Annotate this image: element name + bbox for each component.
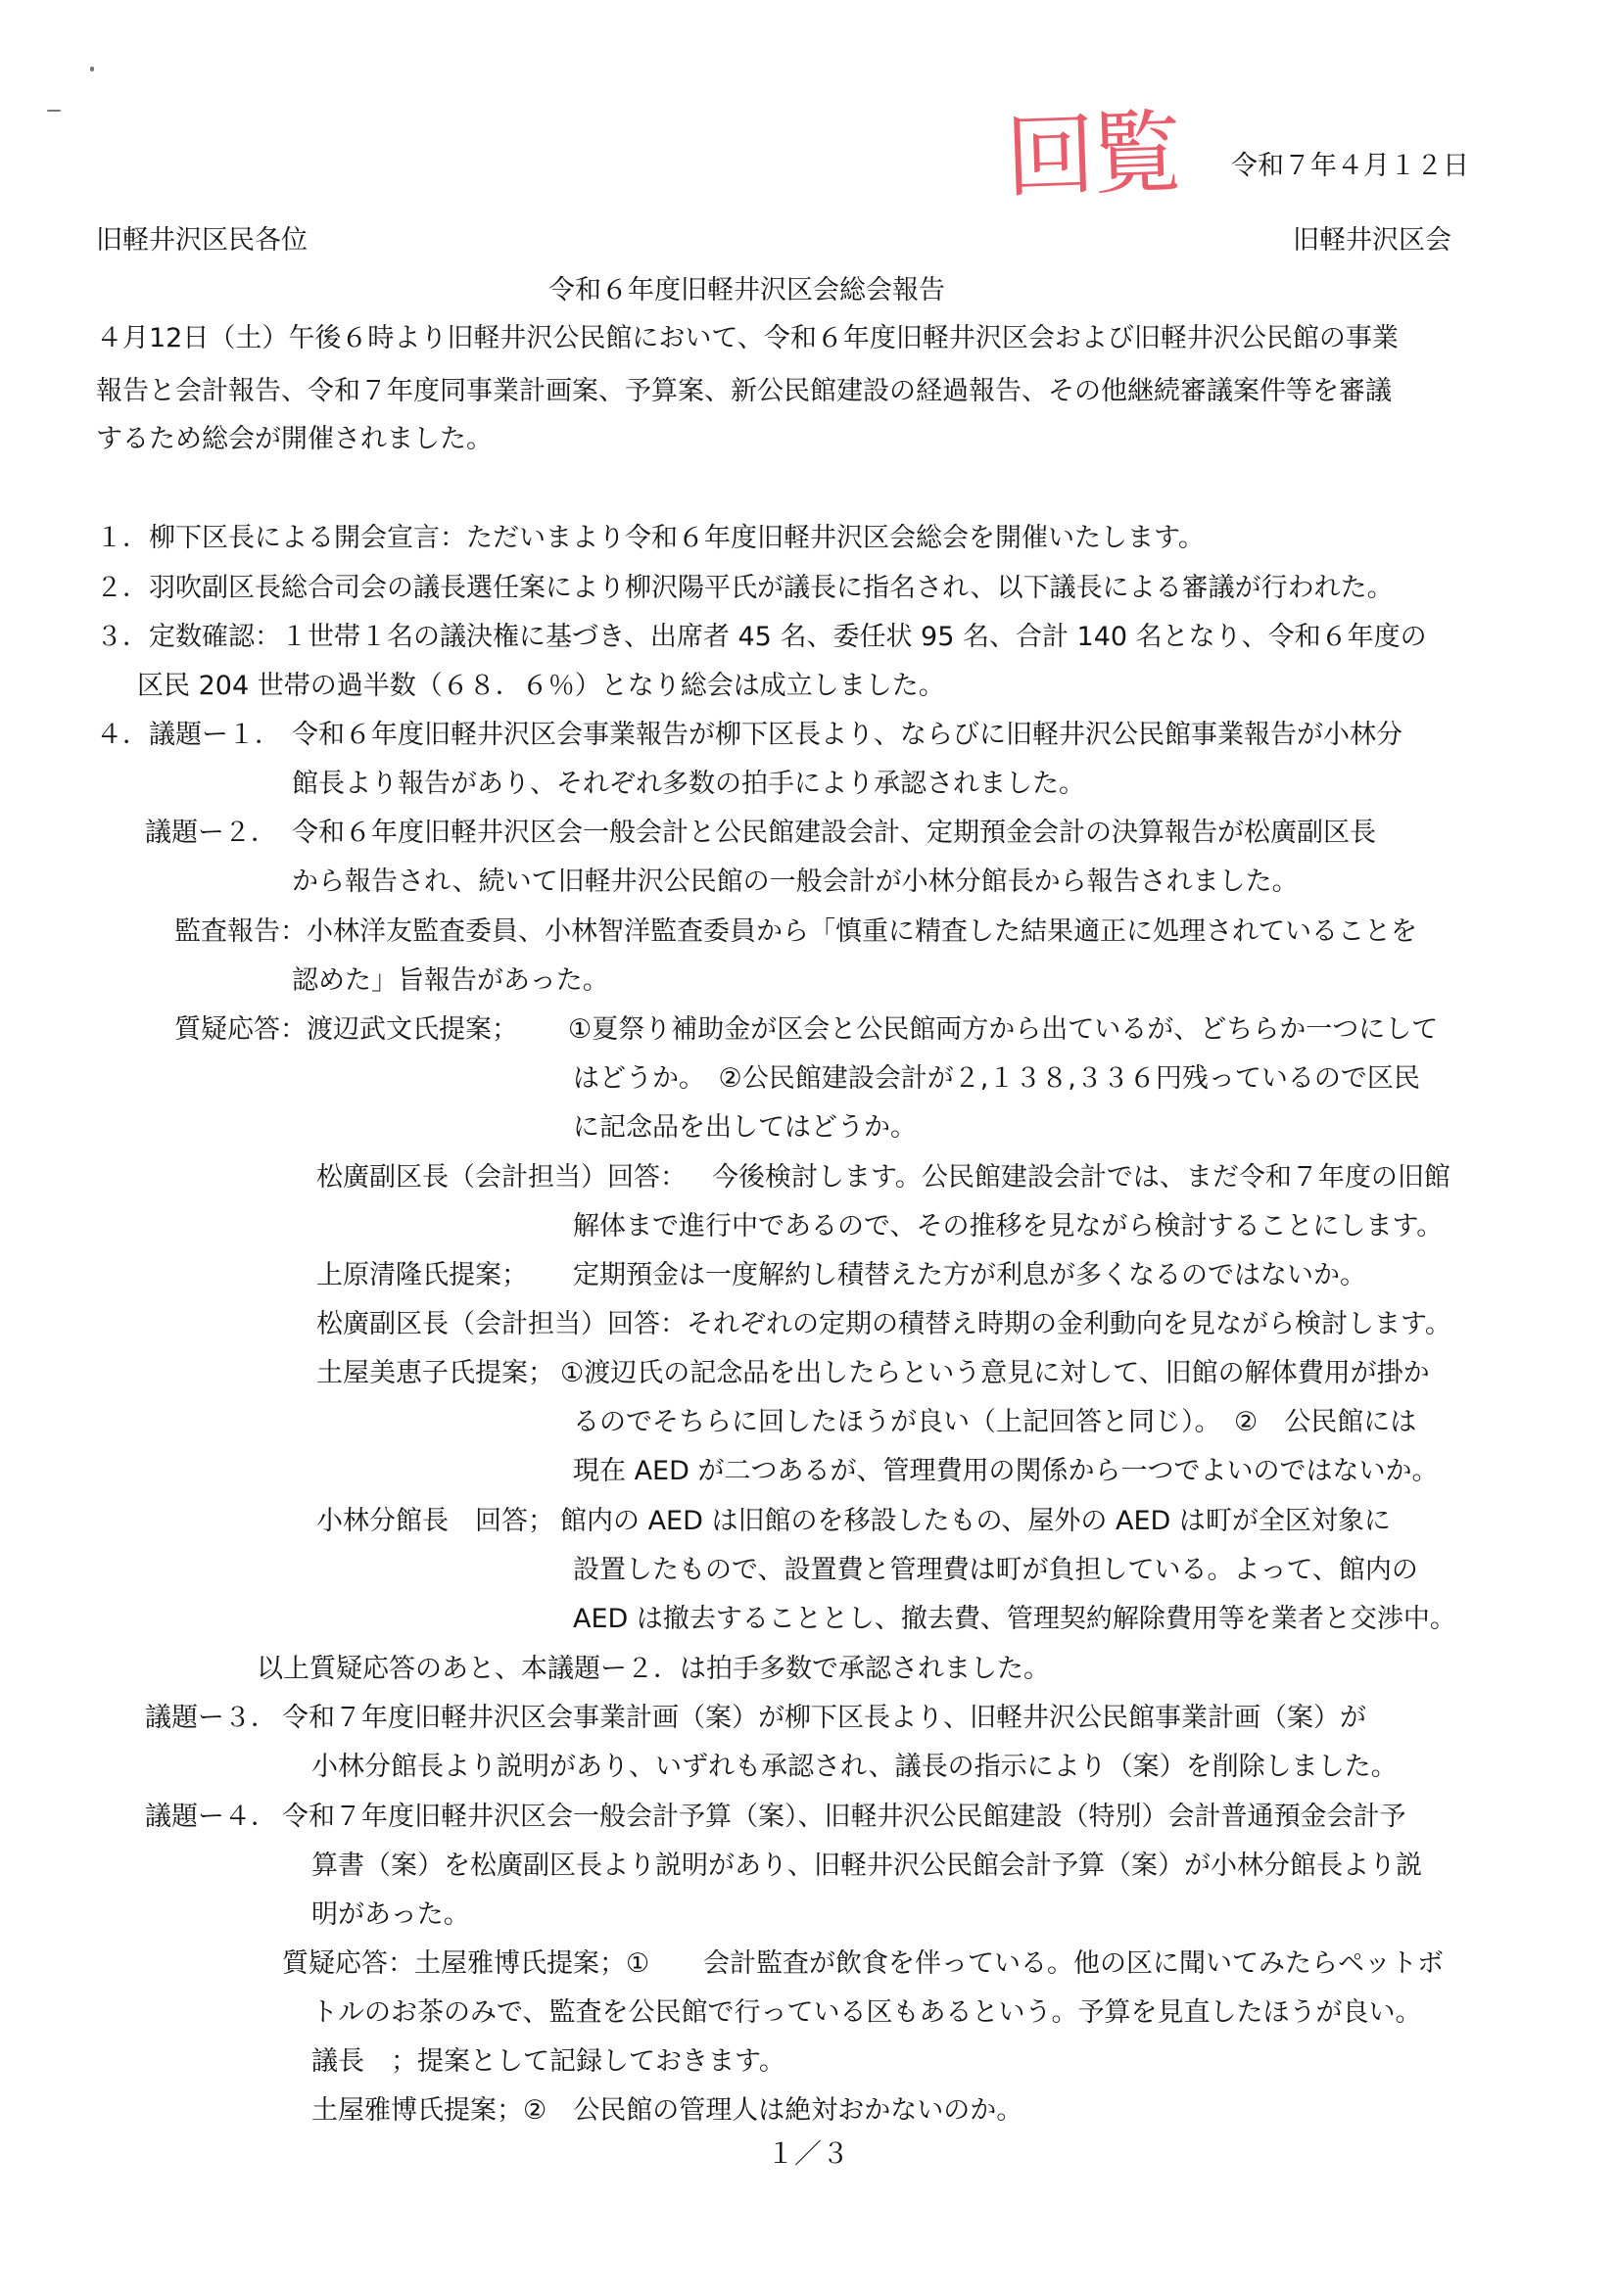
question-3-line-2: るのでそちらに回したほうが良い（上記回答と同じ）。 ② 公民館には (573, 1407, 1417, 1437)
answer-3-line-2: 設置したもので、設置費と管理費は町が負担している。よって、館内の (573, 1555, 1418, 1585)
intro-line-2: 報告と会計報告、令和７年度同事業計画案、予算案、新公民館建設の経過報告、その他継続審議案件等を審議 (96, 376, 1392, 406)
item-3-line-2: 区民 204 世帯の過半数（６８．６％）となり総会は成立しました。 (137, 671, 945, 701)
agenda-4-label: 議題ー４． (145, 1802, 277, 1832)
agenda-1-line-2: 館長より報告があり、それぞれ多数の拍手により承認されました。 (292, 769, 1085, 799)
circulation-stamp (991, 98, 1192, 213)
agenda-4-question-1-line-2: トルのお茶のみで、監査を公民館で行っている区もあるという。予算を見直したほうが良い。 (311, 1997, 1422, 2028)
stamp-text: 回覧 (1003, 99, 1180, 211)
question-2-line-1: 定期預金は一度解約し積替えた方が利息が多くなるのではないか。 (573, 1260, 1366, 1290)
agenda-3-line-1: 令和７年度旧軽井沢区会事業計画（案）が柳下区長より、旧軽井沢公民館事業計画（案）が (282, 1703, 1366, 1733)
question-1-line-3: に記念品を出してはどうか。 (573, 1112, 917, 1143)
scan-speck (47, 110, 61, 112)
question-3-line-1: ①渡辺氏の記念品を出したらという意見に対して、旧館の解体費用が掛か (560, 1358, 1430, 1388)
recipient: 旧軽井沢区民各位 (96, 225, 308, 256)
item-1: １．柳下区長による開会宣言：ただいまより令和６年度旧軽井沢区会総会を開催いたします。 (96, 523, 1205, 553)
agenda-4-qa-label: 質疑応答：土屋雅博氏提案；① (282, 1948, 650, 1979)
answer-1-line-2: 解体まで進行中であるので、その推移を見ながら検討することにします。 (573, 1211, 1444, 1242)
agenda-2-conclusion: 以上質疑応答のあと、本議題ー２．は拍手多数で承認されました。 (257, 1654, 1050, 1684)
qa-label: 質疑応答：渡辺武文氏提案； (174, 1014, 518, 1045)
chair-response: 議長 ；提案として記録しておきます。 (311, 2046, 785, 2077)
agenda-4-question-2: 土屋雅博氏提案；② 公民館の管理人は絶対おかないのか。 (311, 2095, 1023, 2126)
document-title: 令和６年度旧軽井沢区会総会報告 (548, 275, 945, 305)
answer-1-line-1: 今後検討します。公民館建設会計では、まだ令和７年度の旧館 (712, 1162, 1450, 1193)
agenda-2-label: 議題ー２． (145, 818, 277, 848)
answer-3-line-1: 館内の AED は旧館のを移設したもの、屋外の AED は町が全区対象に (560, 1506, 1391, 1536)
item-2: ２．羽吹副区長総合司会の議長選任案により柳沢陽平氏が議長に指名され、以下議長による審議が行われた。 (96, 573, 1394, 603)
agenda-3-label: 議題ー３． (145, 1703, 277, 1733)
answer-1-label: 松廣副区長（会計担当）回答： (316, 1162, 687, 1193)
agenda-1-label: ４．議題ー１． (96, 720, 281, 750)
agenda-3-line-2: 小林分館長より説明があり、いずれも承認され、議長の指示により（案）を削除しました。 (311, 1752, 1398, 1782)
agenda-2-line-1: 令和６年度旧軽井沢区会一般会計と公民館建設会計、定期預金会計の決算報告が松廣副区長 (292, 818, 1376, 848)
page-number: １／３ (766, 2137, 849, 2170)
agenda-1-line-1: 令和６年度旧軽井沢区会事業報告が柳下区長より、ならびに旧軽井沢公民館事業報告が小林分 (292, 720, 1402, 750)
sender: 旧軽井沢区会 (1293, 225, 1451, 256)
intro-line-3: するため総会が開催されました。 (96, 424, 493, 454)
question-3-label: 土屋美恵子氏提案； (316, 1358, 554, 1388)
question-3-line-3: 現在 AED が二つあるが、管理費用の関係から一つでよいのではないか。 (573, 1456, 1439, 1486)
answer-3-line-3: AED は撤去することとし、撤去費、管理契約解除費用等を業者と交渉中。 (573, 1604, 1456, 1634)
question-2-label: 上原清隆氏提案； (316, 1260, 528, 1290)
agenda-4-line-1: 令和７年度旧軽井沢区会一般会計予算（案）、旧軽井沢公民館建設（特別）会計普通預金会計予 (282, 1802, 1406, 1832)
agenda-2-line-2: から報告され、続いて旧軽井沢公民館の一般会計が小林分館長から報告されました。 (292, 867, 1299, 897)
audit-report-line-2: 認めた」旨報告があった。 (292, 965, 609, 996)
item-3-line-1: ３．定数確認：１世帯１名の議決権に基づき、出席者 45 名、委任状 95 名、合計 140 名となり、令和６年度の (96, 622, 1427, 652)
question-1-line-2: はどうか。 ②公民館建設会計が２,１３８,３３６円残っているので区民 (573, 1063, 1420, 1094)
audit-report-line-1: 監査報告：小林洋友監査委員、小林智洋監査委員から「慎重に精査した結果適正に処理されていることを (174, 916, 1417, 947)
agenda-4-line-3: 明があった。 (311, 1899, 470, 1930)
agenda-4-line-2: 算書（案）を松廣副区長より説明があり、旧軽井沢公民館会計予算（案）が小林分館長より説 (311, 1851, 1422, 1881)
answer-3-label: 小林分館長 回答； (316, 1506, 554, 1536)
question-1-line-1: ①夏祭り補助金が区会と公民館両方から出ているが、どちらか一つにして (568, 1014, 1439, 1045)
answer-2-line: 松廣副区長（会計担当）回答：それぞれの定期の積替え時期の金利動向を見ながら検討します。 (316, 1309, 1451, 1339)
intro-line-1: ４月12日（土）午後６時より旧軽井沢公民館において、令和６年度旧軽井沢区会および旧軽井沢公民館の事業 (96, 323, 1399, 353)
document-date: 令和７年４月１２日 (1231, 151, 1469, 181)
scan-speck (90, 67, 94, 71)
agenda-4-question-1-line-1: 会計監査が飲食を伴っている。他の区に聞いてみたらペットボ (703, 1948, 1444, 1979)
